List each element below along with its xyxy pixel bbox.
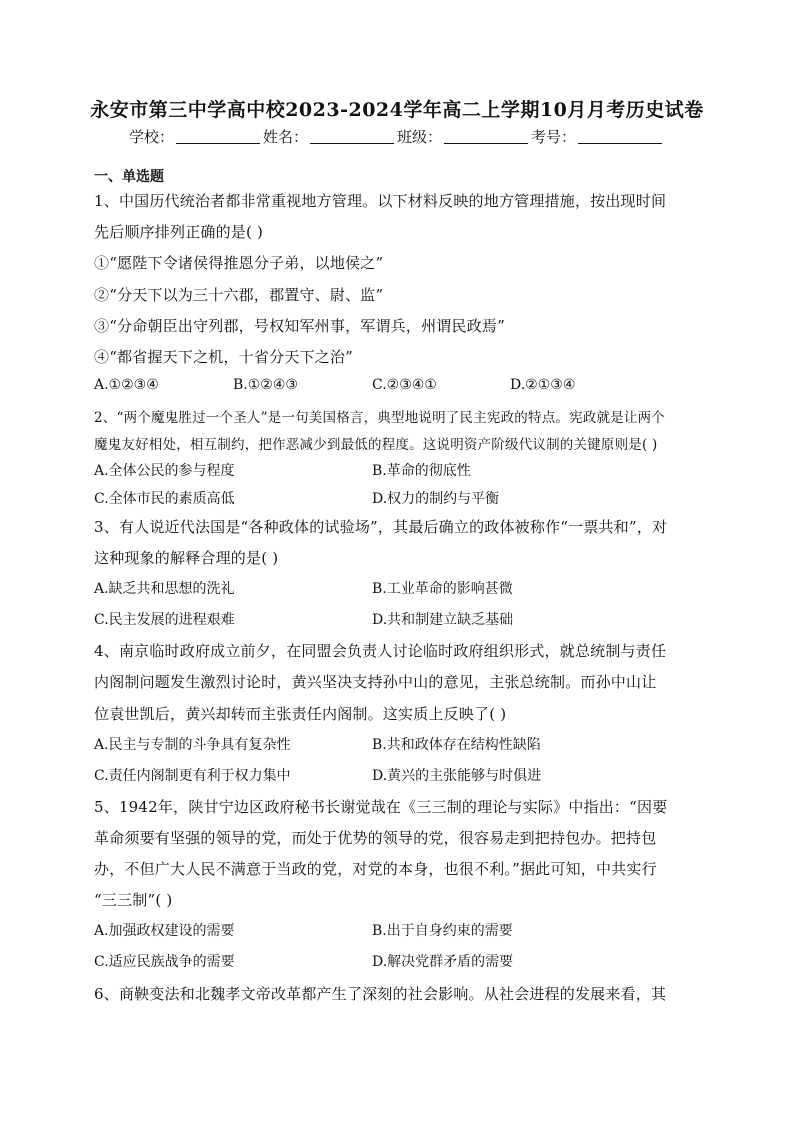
q1-option-d[interactable]: D.②①③④: [510, 377, 576, 393]
q4-stem-line3: 位袁世凯后，黄兴却转而主张责任内阁制。这实质上反映了( ): [94, 705, 507, 723]
q5-option-a[interactable]: A.加强政权建设的需要: [94, 923, 235, 939]
number-label: 考号：: [531, 128, 577, 146]
q5-stem-line4: “三三制”( ): [94, 891, 173, 909]
student-info-line: [0, 126, 794, 147]
q1-option-c[interactable]: C.②③④①: [372, 377, 437, 393]
q3-stem-line1: 3、有人说近代法国是“各种政体的试验场”，其最后确立的政体被称作“一票共和”，对: [94, 518, 668, 536]
section-title: 一、单选题: [94, 169, 164, 185]
q1-stem-line2: 先后顺序排列正确的是( ): [94, 223, 264, 241]
q1-option-a[interactable]: A.①②③④: [94, 377, 159, 393]
q2-stem-line1: 2、“两个魔鬼胜过一个圣人”是一句美国格言，典型地说明了民主宪政的特点。宪政就是让两个: [94, 410, 665, 426]
class-label: 班级：: [397, 128, 443, 146]
q4-option-b[interactable]: B.共和政体存在结构性缺陷: [372, 737, 541, 753]
q1-item-2: ②“分天下以为三十六郡，郡置守、尉、监”: [94, 286, 384, 304]
q2-option-d[interactable]: D.权力的制约与平衡: [372, 491, 500, 507]
q2-stem-line2: 魔鬼友好相处，相互制约，把作恶减少到最低的程度。这说明资产阶级代议制的关键原则是( ): [94, 437, 658, 453]
q4-stem-line2: 内阁制问题发生激烈讨论时，黄兴坚决支持孙中山的意见，主张总统制。而孙中山让: [94, 673, 657, 691]
class-blank[interactable]: [444, 129, 528, 144]
school-blank[interactable]: [176, 129, 260, 144]
school-label: 学校：: [128, 128, 174, 146]
q2-option-a[interactable]: A.全体公民的参与程度: [94, 463, 235, 479]
q5-option-b[interactable]: B.出于自身约束的需要: [372, 923, 513, 939]
q1-item-3: ③“分命朝臣出守列郡，号权知军州事，军谓兵，州谓民政焉”: [94, 317, 505, 335]
q3-option-b[interactable]: B.工业革命的影响甚微: [372, 581, 513, 597]
q2-option-b[interactable]: B.革命的彻底性: [372, 463, 471, 479]
q5-stem-line1: 5、1942年，陕甘宁边区政府秘书长谢觉哉在《三三制的理论与实际》中指出：“因要: [94, 798, 668, 816]
q5-stem-line3: 办，不但广大人民不满意于当政的党，对党的本身，也很不利。”据此可知，中共实行: [94, 860, 657, 878]
q5-option-c[interactable]: C.适应民族战争的需要: [94, 954, 235, 970]
q4-stem-line1: 4、南京临时政府成立前夕，在同盟会负责人讨论临时政府组织形式，就总统制与责任: [94, 642, 667, 660]
q4-option-a[interactable]: A.民主与专制的斗争具有复杂性: [94, 737, 291, 753]
q5-stem-line2: 革命须要有坚强的领导的党，而处于优势的领导的党，很容易走到把持包办。把持包: [94, 829, 657, 847]
q1-item-1: ①“愿陛下令诸侯得推恩分子弟，以地侯之”: [94, 254, 384, 272]
q3-option-a[interactable]: A.缺乏共和思想的洗礼: [94, 581, 235, 597]
q3-stem-line2: 这种现象的解释合理的是( ): [94, 549, 279, 567]
q3-option-c[interactable]: C.民主发展的进程艰难: [94, 612, 235, 628]
q1-stem-line1: 1、中国历代统治者都非常重视地方管理。以下材料反映的地方管理措施，按出现时间: [94, 192, 667, 210]
q3-option-d[interactable]: D.共和制建立缺乏基础: [372, 612, 514, 628]
q6-stem-line1: 6、商鞅变法和北魏孝文帝改革都产生了深刻的社会影响。从社会进程的发展来看，其: [94, 985, 667, 1003]
name-blank[interactable]: [310, 129, 394, 144]
q4-option-d[interactable]: D.黄兴的主张能够与时俱进: [372, 768, 542, 784]
q5-option-d[interactable]: D.解决党群矛盾的需要: [372, 954, 514, 970]
q4-option-c[interactable]: C.责任内阁制更有利于权力集中: [94, 768, 291, 784]
exam-title: 永安市第三中学高中校2023-2024学年高二上学期10月月考历史试卷: [90, 99, 704, 121]
name-label: 姓名：: [262, 128, 308, 146]
q2-option-c[interactable]: C.全体市民的素质高低: [94, 491, 235, 507]
number-blank[interactable]: [578, 129, 662, 144]
q1-item-4: ④“都省握天下之机，十省分天下之治”: [94, 348, 353, 366]
q1-option-b[interactable]: B.①②④③: [233, 377, 298, 393]
